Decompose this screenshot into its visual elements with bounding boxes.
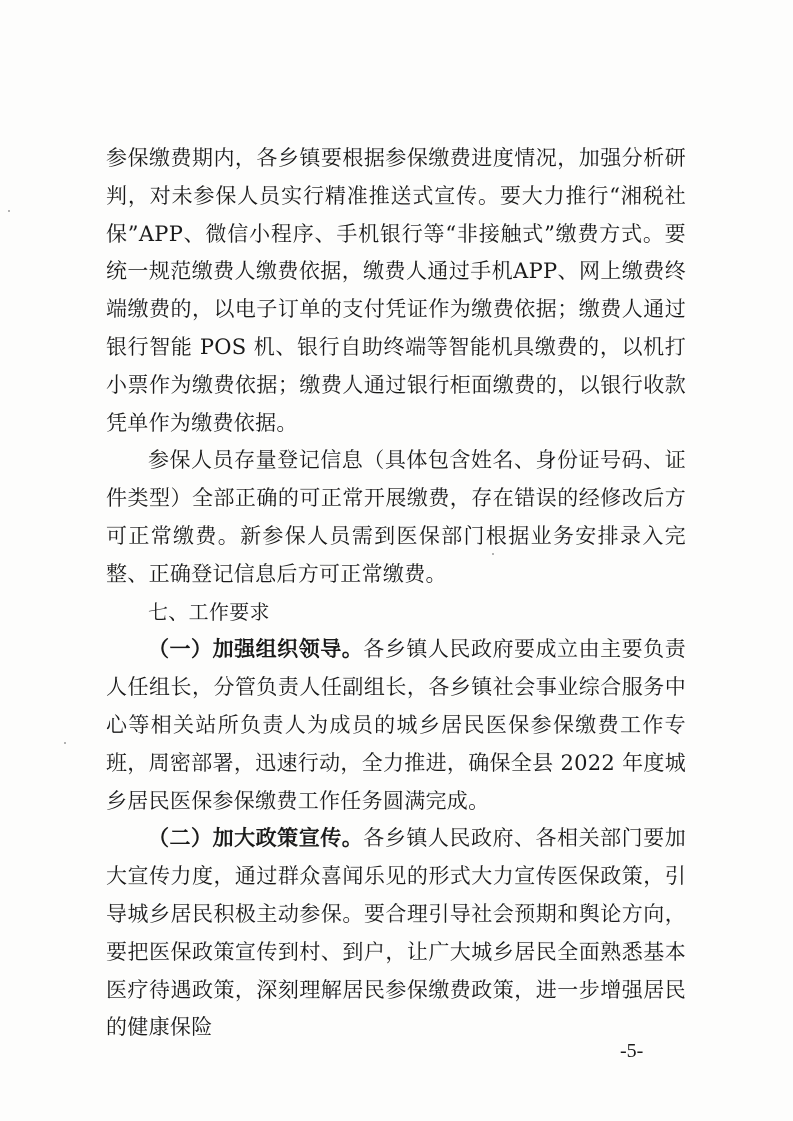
section-heading-work-requirements — [106, 594, 686, 632]
heading-text: 七、工作要求 — [148, 599, 270, 624]
paragraph-organization-leadership — [106, 631, 686, 820]
scan-speck — [492, 553, 494, 555]
paragraph-text: 参保缴费期内，各乡镇要根据参保缴费进度情况，加强分析研判，对未参保人员实行精准推送式宣传。要大力推行“湘税社保”APP、微信小程序、手机银行等“非接触式”缴费方式。要统一规范缴费人缴费依据，缴费人通过手机APP、网上缴费终端缴费的，以电子订单的支付凭证作为缴费依据；缴费人通过银行智能 POS 机、银行自助终端等智能机具缴费的，以机打小票作为缴费依据；缴费人通过银行柜面缴费的，以银行收款凭单作为缴费依据。 — [106, 146, 686, 435]
paragraph-payment-methods — [106, 140, 686, 442]
scan-speck — [8, 210, 10, 212]
paragraph-lead: （一）加强组织领导。 — [148, 637, 364, 662]
paragraph-policy-publicity — [106, 820, 686, 1047]
paragraph-text: 各乡镇人民政府、各相关部门要加大宣传力度，通过群众喜闻乐见的形式大力宣传医保政策，引导城乡居民积极主动参保。要合理引导社会预期和舆论方向，要把医保政策宣传到村、到户，让广大城乡居民全面熟悉基本医疗待遇政策，深刻理解居民参保缴费政策，进一步增强居民的健康保险 — [106, 826, 687, 1040]
paragraph-text: 参保人员存量登记信息（具体包含姓名、身份证号码、证件类型）全部正确的可正常开展缴费，存在错误的经修改后方可正常缴费。新参保人员需到医保部门根据业务安排录入完整、正确登记信息后方可正常缴费。 — [106, 448, 686, 586]
paragraph-registration-info — [106, 442, 686, 593]
paragraph-text: 各乡镇人民政府要成立由主要负责人任组长，分管负责人任副组长，各乡镇社会事业综合服务中心等相关站所负责人为成员的城乡居民医保参保缴费工作专班，周密部署，迅速行动，全力推进，确保全县 2022 年度城乡居民医保参保缴费工作任务圆满完成。 — [106, 637, 687, 813]
paragraph-lead: （二）加大政策宣传。 — [148, 826, 364, 851]
page-number: -5- — [620, 1040, 644, 1062]
document-body — [106, 140, 686, 1047]
scan-speck — [64, 742, 66, 744]
